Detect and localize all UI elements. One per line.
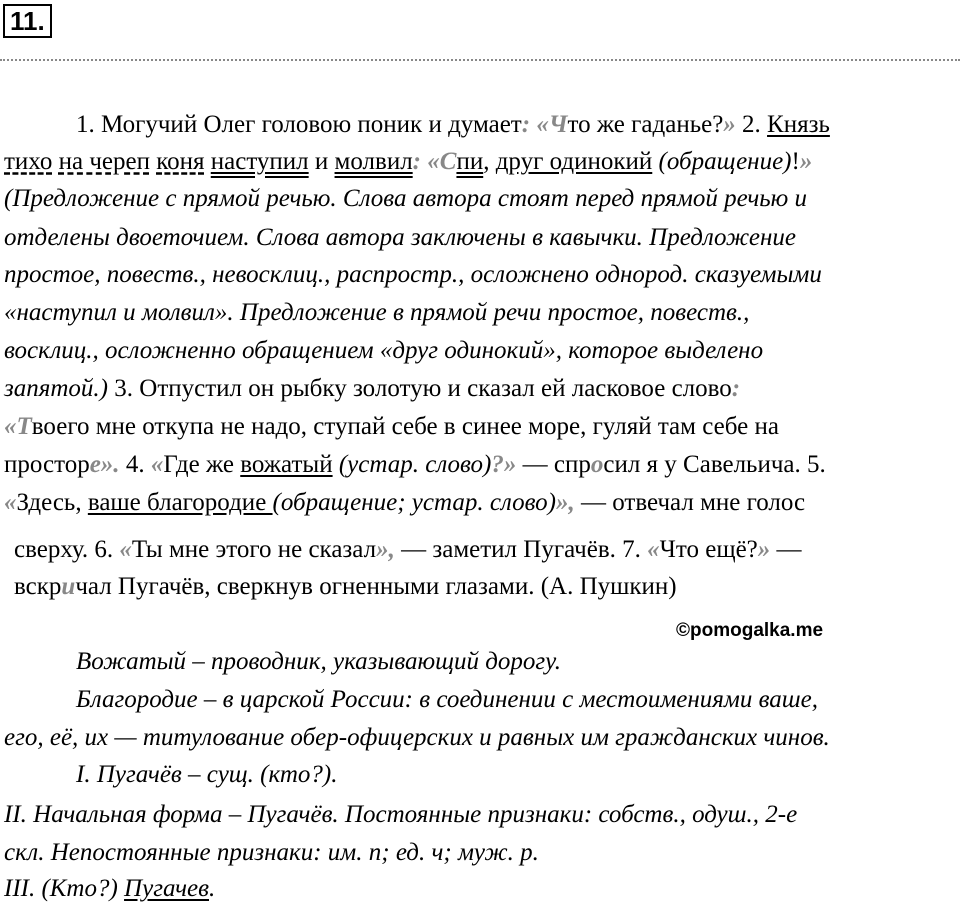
text-run: скл. Непостоянные признаки: им. п; ед. ч; муж. р.: [4, 839, 539, 866]
text-run: Благородие – в царской России: в соединении с местоимениями ваше,: [76, 686, 818, 713]
text-line: [14, 533, 802, 567]
text-run: «Ч: [536, 111, 568, 138]
text-line: [4, 721, 830, 755]
text-run: то же гаданье?: [567, 111, 724, 138]
text-run: ?»: [491, 451, 517, 478]
text-run: (устар. слово): [338, 451, 492, 478]
text-line: [76, 108, 830, 142]
text-run: :: [731, 375, 741, 402]
text-run: :: [412, 148, 421, 175]
text-line: [4, 448, 826, 482]
text-run: I. Пугачёв – сущ. (кто?).: [76, 761, 338, 788]
text-run: (обращение): [658, 148, 792, 175]
text-line: [76, 645, 561, 679]
text-run: ваше благородие: [87, 489, 273, 516]
text-line: [4, 798, 797, 832]
text-run: коня: [156, 148, 205, 175]
text-run: вскр: [14, 573, 62, 600]
text-run: — спр: [516, 451, 591, 478]
watermark: ©pomogalka.me: [676, 620, 824, 641]
text-run: II. Начальная форма – Пугачёв. Постоянные признаки: собств., одуш., 2-е: [4, 801, 798, 828]
text-line: [4, 410, 779, 444]
text-line: [4, 145, 812, 179]
text-line: [4, 221, 796, 255]
text-run: —: [770, 536, 802, 563]
text-run: и: [61, 573, 76, 600]
text-run: воего мне откупа не надо, ступай себе в синее море, гуляй там себе на: [31, 413, 779, 440]
text-run: Здесь,: [16, 489, 88, 516]
text-line: [4, 258, 822, 292]
text-run: сил я у Савельича. 5.: [603, 451, 826, 478]
text-run: наступил: [210, 148, 309, 175]
text-run: 3. Отпустил он рыбку золотую и сказал ей ласковое слово: [108, 375, 732, 402]
text-line: [4, 872, 215, 906]
text-run: 2.: [735, 111, 768, 138]
text-run: вожатый: [240, 451, 333, 478]
text-run: Что ещё?: [659, 536, 758, 563]
text-line: [76, 683, 818, 717]
text-run: е».: [89, 451, 120, 478]
text-run: восклиц., осложненно обращением «друг одинокий», которое выделено: [4, 337, 764, 364]
text-line: [4, 372, 740, 406]
text-run: «: [647, 536, 660, 563]
text-run: простор: [4, 451, 90, 478]
text-run: отделены двоеточием. Слова автора заключены в кавычки. Предложение: [4, 224, 796, 251]
dotted-separator: [0, 59, 960, 61]
text-line: [4, 182, 807, 216]
text-run: Где же: [163, 451, 241, 478]
text-run: 1. Могучий Олег головою поник и думает: [76, 111, 522, 138]
text-run: тихо: [4, 148, 53, 175]
text-run: чал Пугачёв, сверкнув огненными глазами. (А. Пушкин): [75, 573, 677, 600]
text-line: [76, 758, 338, 792]
text-run: «: [150, 451, 164, 478]
text-run: о: [590, 451, 604, 478]
text-run: — заметил Пугачёв. 7.: [394, 536, 648, 563]
text-run: III. (Кто?): [4, 875, 125, 902]
text-run: и: [308, 148, 335, 175]
text-run: 4.: [119, 451, 151, 478]
text-line: [4, 486, 805, 520]
text-run: »: [799, 148, 813, 175]
text-run: »,: [376, 536, 395, 563]
text-run: «С: [427, 148, 457, 175]
task-number: 11.: [3, 4, 52, 38]
text-run: !: [791, 148, 800, 175]
text-run: ,: [483, 148, 496, 175]
text-run: — отвечал мне голос: [574, 489, 806, 516]
text-run: «: [4, 489, 17, 516]
text-run: Ты мне этого не сказал: [131, 536, 377, 563]
text-line: [4, 296, 749, 330]
text-run: (обращение; устар. слово): [272, 489, 556, 516]
text-run: «: [119, 536, 132, 563]
text-run: Пугачев: [124, 875, 209, 902]
text-run: Вожатый – проводник, указывающий дорогу.: [76, 648, 561, 675]
text-run: на череп: [58, 148, 150, 175]
text-run: сверху. 6.: [14, 536, 120, 563]
text-run: запятой.): [4, 375, 109, 402]
text-line: [14, 570, 677, 604]
text-run: простое, повеств., невосклиц., распростр., осложнено однород. сказуемыми: [4, 261, 822, 288]
text-line: [4, 836, 539, 870]
text-run: Князь: [767, 111, 830, 138]
text-line: [4, 334, 763, 368]
text-run: »: [757, 536, 771, 563]
text-run: друг одинокий: [495, 148, 653, 175]
text-run: (Предложение с прямой речью. Слова автора стоят перед прямой речью и: [4, 185, 808, 212]
text-run: «Т: [4, 413, 32, 440]
text-run: его, её, их — титулование обер-офицерских и равных им гражданских чинов.: [4, 724, 830, 751]
text-run: молвил: [334, 148, 413, 175]
text-run: .: [209, 875, 216, 902]
text-run: «наступил и молвил». Предложение в прямой речи простое, повеств.,: [4, 299, 750, 326]
text-run: »: [723, 111, 736, 138]
text-run: :: [521, 111, 531, 138]
text-run: пи: [456, 148, 484, 175]
text-run: »,: [555, 489, 575, 516]
